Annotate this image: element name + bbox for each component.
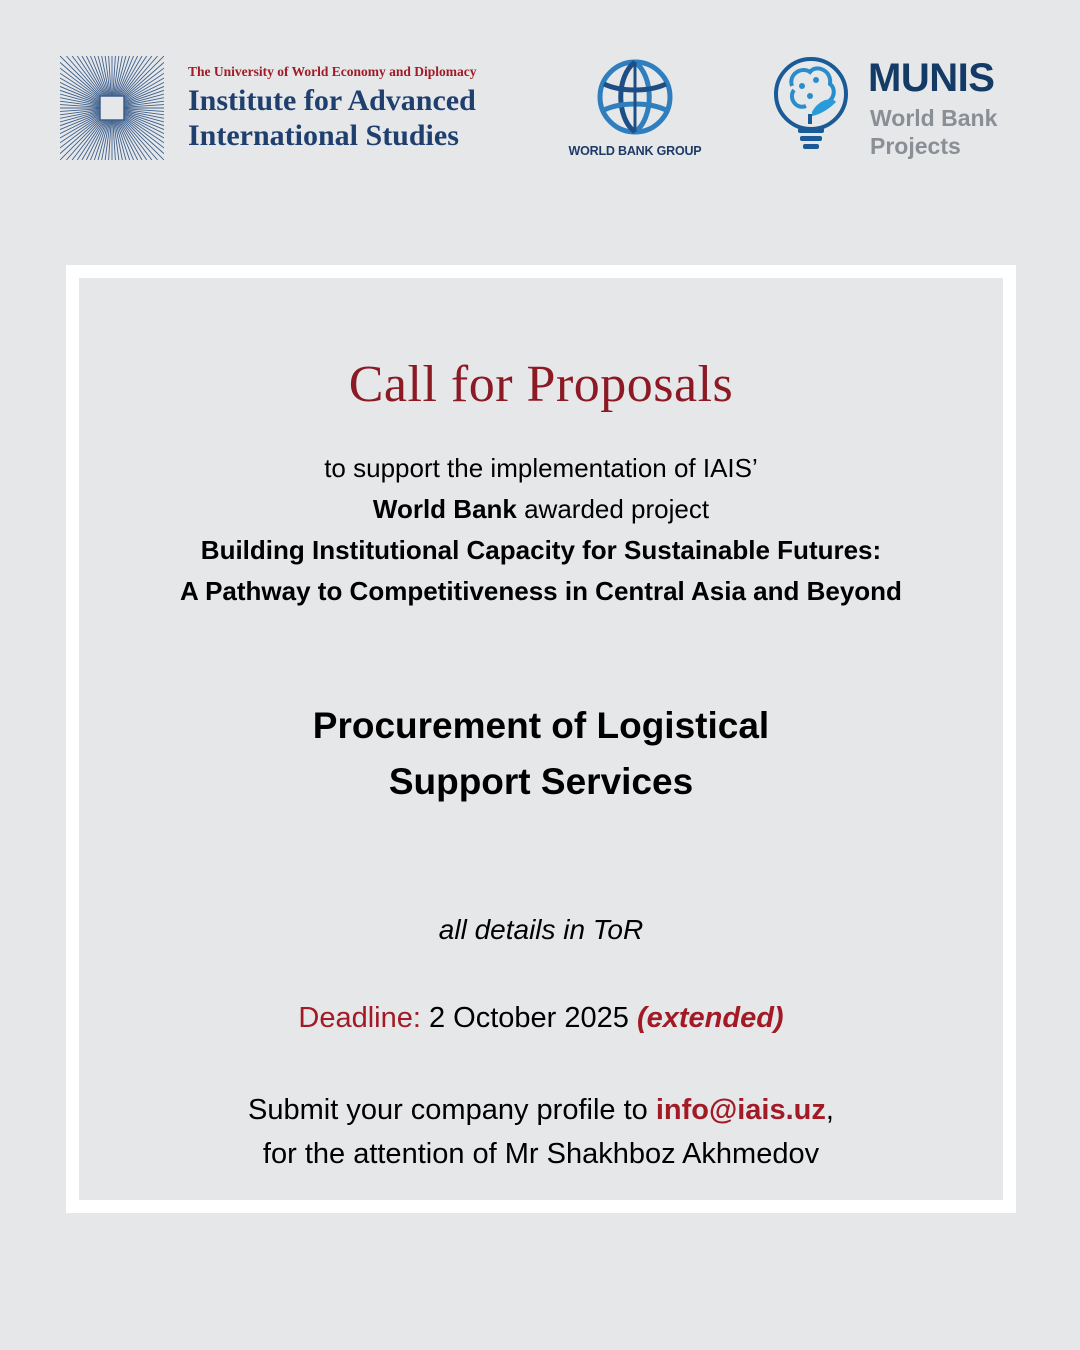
intro-line2 xyxy=(79,489,1003,530)
globe-icon xyxy=(596,58,674,136)
iais-university-name: The University of World Economy and Diplomacy xyxy=(188,64,477,79)
munis-logo xyxy=(770,56,1030,160)
deadline xyxy=(79,1002,1003,1035)
project-intro xyxy=(79,448,1003,612)
world-bank-group-label: WORLD BANK GROUP xyxy=(568,144,702,158)
munis-subtitle xyxy=(870,104,997,160)
procurement-line1: Procurement of Logistical xyxy=(312,705,770,746)
iais-logo xyxy=(60,56,510,160)
submission-instructions xyxy=(79,1088,1003,1176)
deadline-label: Deadline: xyxy=(298,1002,421,1034)
announcement-card xyxy=(66,265,1016,1213)
project-title-line2: A Pathway to Competitiveness in Central Asia and Beyond xyxy=(180,576,902,606)
intro-awarded-project: awarded project xyxy=(516,494,710,524)
project-title-line1: Building Institutional Capacity for Sustainable Futures: xyxy=(200,535,882,565)
world-bank-group-logo xyxy=(560,58,710,162)
munis-sub-line1: World Bank xyxy=(870,105,998,131)
munis-title: MUNIS xyxy=(868,56,995,100)
procurement-line2: Support Services xyxy=(388,761,694,802)
munis-sub-line2: Projects xyxy=(870,133,961,159)
submit-email-link[interactable]: info@iais.uz xyxy=(655,1094,826,1126)
brain-lightbulb-icon xyxy=(770,56,852,156)
procurement-heading xyxy=(79,698,1003,810)
deadline-date: 2 October 2025 xyxy=(420,1002,637,1034)
details-note: all details in ToR xyxy=(438,914,644,945)
submit-comma: , xyxy=(825,1094,834,1126)
submit-line2: for the attention of Mr Shakhboz Akhmedov xyxy=(262,1138,820,1170)
iais-institute-name xyxy=(188,83,477,153)
announcement-card-content xyxy=(79,278,1003,1200)
iais-name-line2: International Studies xyxy=(188,119,459,152)
iais-name-line1: Institute for Advanced xyxy=(188,84,476,117)
intro-line1: to support the implementation of IAIS’ xyxy=(324,453,758,483)
submit-line1 xyxy=(79,1088,1003,1132)
iais-text xyxy=(188,64,477,153)
sunburst-square-icon xyxy=(60,56,164,160)
deadline-extended: (extended) xyxy=(636,1002,784,1034)
intro-world-bank: World Bank xyxy=(372,494,517,524)
call-for-proposals-title: Call for Proposals xyxy=(348,356,734,413)
submit-prefix: Submit your company profile to xyxy=(248,1094,656,1126)
